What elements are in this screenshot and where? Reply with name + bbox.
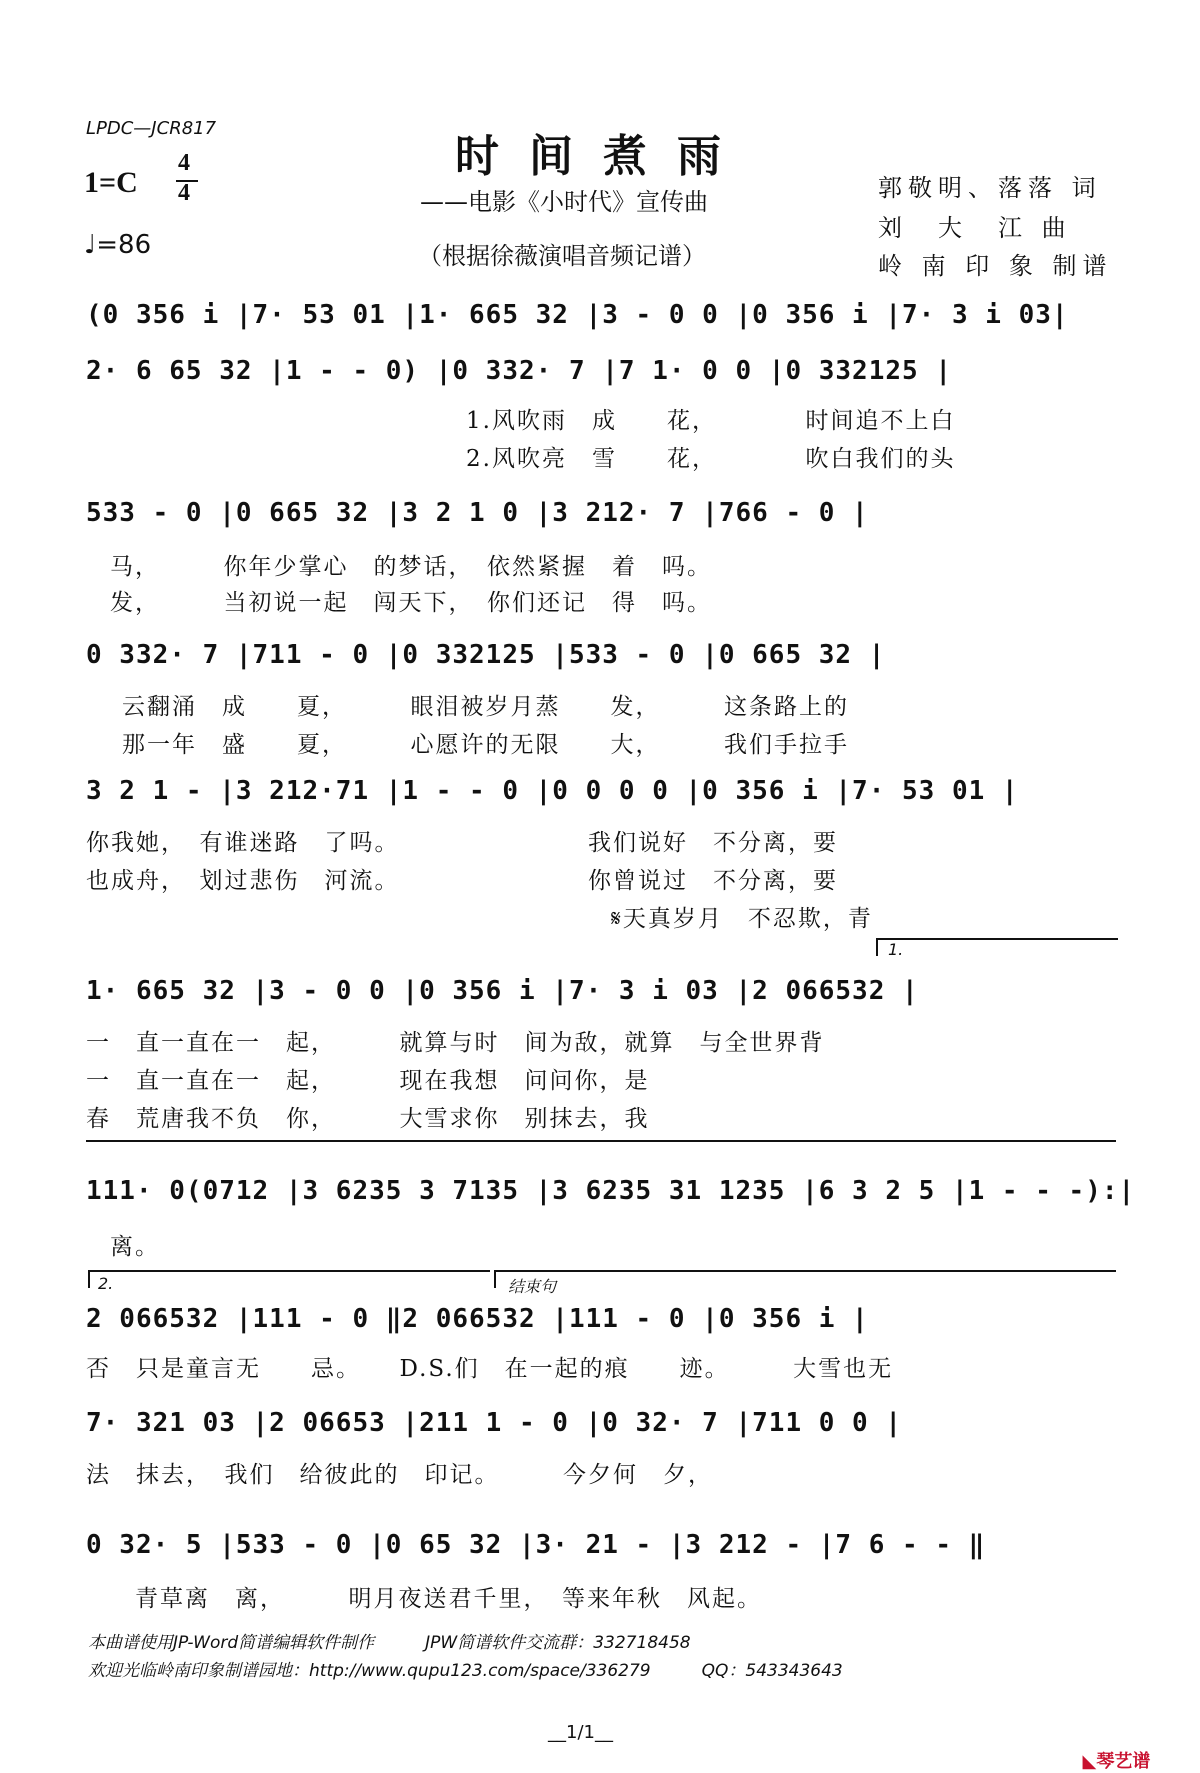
qinyipu-logo <box>1070 1726 1150 1773</box>
time-signature-top: 4 <box>178 150 190 176</box>
system-9-notes: 7· 321 03 |2 06653 |211 1 - 0 |0 32· 7 |711 0 0 | <box>86 1408 903 1438</box>
logo-icon: ◣ <box>1082 1751 1097 1772</box>
lyricist-credit: 郭敬明、落落 词 <box>878 174 1102 202</box>
system-4-lyric-2: 那一年 盛 夏， 心愿许的无限 大， 我们手拉手 <box>122 732 849 758</box>
system-2-lyric-2: 2.风吹亮 雪 花， 吹白我们的头 <box>466 446 956 472</box>
time-signature-bottom: 4 <box>178 180 190 206</box>
system-4-notes: 0 332· 7 |711 - 0 |0 332125 |533 - 0 |0 665 32 | <box>86 640 886 670</box>
volta-bracket-line <box>86 1140 1116 1142</box>
score-code: LPDC—JCR817 <box>86 118 217 139</box>
system-4-lyric-1: 云翻涌 成 夏， 眼泪被岁月蒸 发， 这条路上的 <box>122 694 849 720</box>
system-5-lyric-2: 也成舟， 划过悲伤 河流。 你曾说过 不分离，要 <box>86 868 838 894</box>
system-5-lyric-3: 𝄋天真岁月 不忍欺，青 <box>86 906 873 932</box>
system-8-lyric-1: 否 只是童言无 忌。 D.S.们 在一起的痕 迹。 大雪也无 <box>86 1356 894 1382</box>
system-6-lyric-2: 一 直一直在一 起， 现在我想 问问你，是 <box>86 1068 650 1094</box>
song-title: 时间煮雨 <box>455 131 751 182</box>
second-ending-label: 2. <box>98 1274 114 1293</box>
system-7-notes: 111· 0(0712 |3 6235 3 7135 |3 6235 31 1235 |6 3 2 5 |1 - - -):| <box>86 1176 1136 1206</box>
footer-line-1: 本曲谱使用JP-Word简谱编辑软件制作 JPW简谱软件交流群：332718458 <box>88 1633 691 1653</box>
coda-label: 结束句 <box>508 1277 557 1296</box>
system-3-lyric-2: 发， 当初说一起 闯天下， 你们还记 得 吗。 <box>110 590 712 616</box>
system-5-lyric-1: 你我她， 有谁迷路 了吗。 我们说好 不分离，要 <box>86 830 838 856</box>
transcription-note: （根据徐薇演唱音频记谱） <box>418 242 706 270</box>
logo-text: 琴艺谱 <box>1096 1751 1151 1772</box>
system-9-lyric-1: 法 抹去， 我们 给彼此的 印记。 今夕何 夕， <box>86 1462 713 1488</box>
composer-credit: 刘 大 江 曲 <box>878 214 1072 242</box>
key-signature: 1=C <box>84 166 138 199</box>
system-1-notes: (0 356 i |7· 53 01 |1· 665 32 |3 - 0 0 |0 356 i |7· 3 i 03| <box>86 300 1069 330</box>
system-6-lyric-3: 春 荒唐我不负 你， 大雪求你 别抹去，我 <box>86 1106 650 1132</box>
song-subtitle: ——电影《小时代》宣传曲 <box>420 188 708 216</box>
first-ending-bracket <box>876 938 1118 956</box>
system-7-lyric-1: 离。 <box>110 1234 160 1260</box>
system-10-lyric-1: 青草离 离， 明月夜送君千里， 等来年秋 风起。 <box>110 1586 762 1612</box>
system-2-notes: 2· 6 65 32 |1 - - 0) |0 332· 7 |7 1· 0 0 |0 332125 | <box>86 356 952 386</box>
coda-bracket <box>494 1270 1116 1288</box>
system-3-lyric-1: 马， 你年少掌心 的梦话， 依然紧握 着 吗。 <box>110 554 712 580</box>
system-8-notes: 2 066532 |111 - 0 ‖2 066532 |111 - 0 |0 356 i | <box>86 1304 869 1334</box>
engraver-credit: 岭 南 印 象 制谱 <box>878 252 1113 280</box>
system-10-notes: 0 32· 5 |533 - 0 |0 65 32 |3· 21 - |3 212 - |7 6 - - ‖ <box>86 1530 986 1560</box>
footer-line-2: 欢迎光临岭南印象制谱园地：http://www.qupu123.com/space/336279 QQ：543343643 <box>88 1661 843 1681</box>
system-2-lyric-1: 1.风吹雨 成 花， 时间追不上白 <box>466 408 956 434</box>
first-ending-label: 1. <box>888 940 904 959</box>
system-6-lyric-1: 一 直一直在一 起， 就算与时 间为敌，就算 与全世界背 <box>86 1030 825 1056</box>
system-3-notes: 533 - 0 |0 665 32 |3 2 1 0 |3 212· 7 |766 - 0 | <box>86 498 869 528</box>
page-number: __1/1__ <box>548 1722 613 1743</box>
system-6-notes: 1· 665 32 |3 - 0 0 |0 356 i |7· 3 i 03 |2 066532 | <box>86 976 919 1006</box>
tempo-marking: ♩=86 <box>84 230 152 260</box>
second-ending-bracket <box>88 1270 490 1288</box>
system-5-notes: 3 2 1 - |3 212·71 |1 - - 0 |0 0 0 0 |0 356 i |7· 53 01 | <box>86 776 1019 806</box>
